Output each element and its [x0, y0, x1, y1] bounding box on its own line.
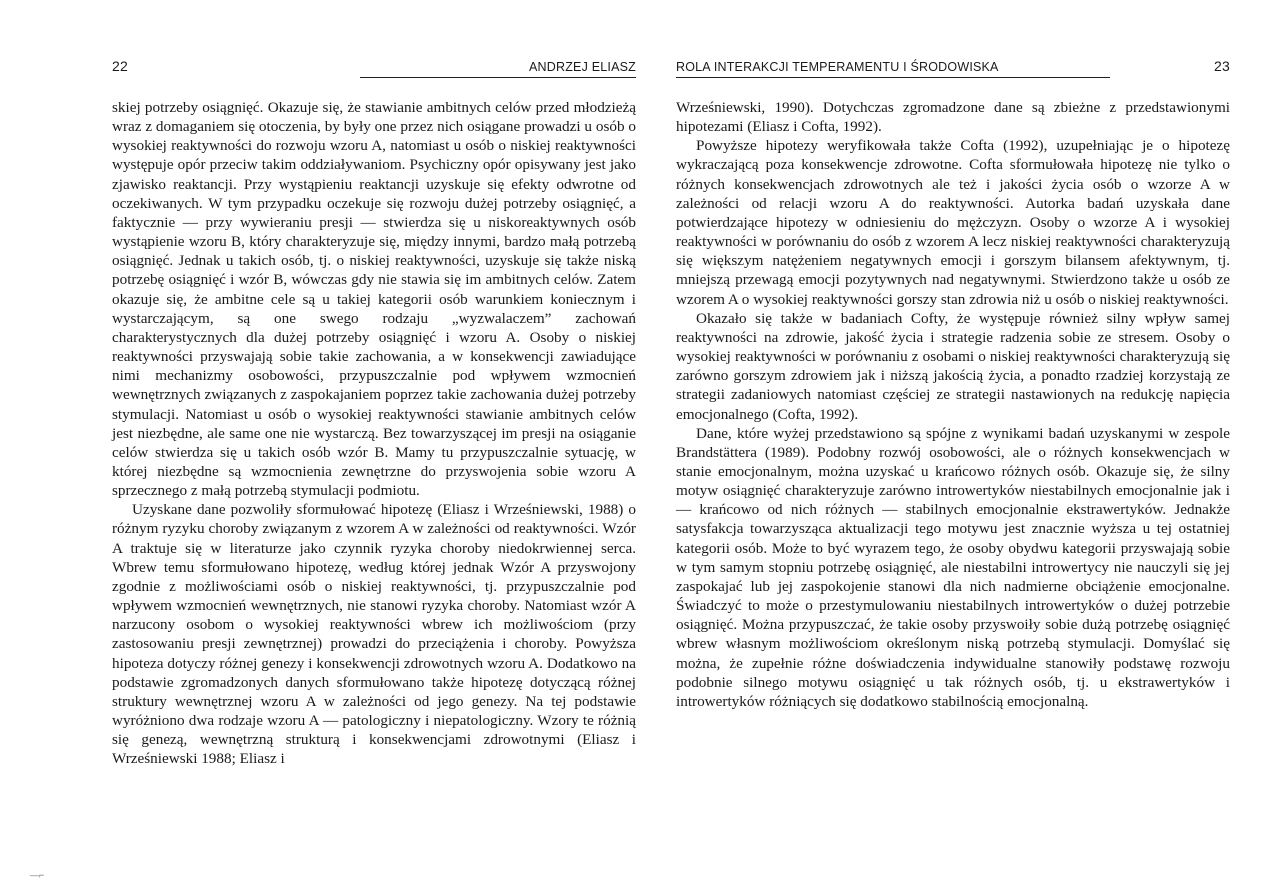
left-paragraph-2: Uzyskane dane pozwoliły sformułować hipotezę (Eliasz i Wrześniewski, 1988) o różnym ryzyku choroby związanym z wzorem A w zależności od reaktywności. Wzór A traktuje się w literaturze jako czynnik ryzyka choroby niedokrwiennej serca. Wbrew temu sformułowano hipotezę, według której jednak Wzór A przyswojony zgodnie z możliwościami osób o niskiej reaktywności, tj. przypuszczalnie pod wpływem wzmocnień wewnętrznych, nie stanowi ryzyka choroby. Natomiast wzór A narzucony osobom o wysokiej reaktywności wbrew ich możliwościom (przy zastosowaniu presji zewnętrznej) prowadzi do przeciążenia i choroby. Powyższa hipoteza dotyczy różnej genezy i konsekwencji zdrowotnych wzoru A. Dodatkowo na podstawie zgromadzonych danych sformułowano także hipotezę dotyczącą różnej struktury wewnętrznej wzoru A w zależności od jego genezy. Na tej podstawie wyróżniono dwa rodzaje wzoru A — patologiczny i niepatologiczny. Wzory te różnią się genezą, wewnętrzną strukturą i konsekwencjami zdrowotnymi (Eliasz i Wrześniewski 1988; Eliasz i — [112, 501, 636, 768]
right-running-title: ROLA INTERAKCJI TEMPERAMENTU I ŚRODOWISKA — [676, 60, 999, 74]
right-paragraph-1: Wrześniewski, 1990). Dotychczas zgromadzone dane są zbieżne z przedstawionymi hipotezami (Eliasz i Cofta, 1992). — [676, 99, 1230, 136]
right-paragraph-2: Powyższe hipotezy weryfikowała także Cofta (1992), uzupełniając je o hipotezę wykraczającą poza konsekwencje zdrowotne. Cofta sformułowała hipotezę nie tylko o różnych konsekwencjach zdrowotnych ale też i jakości życia osób o wzorze A w zależności od relacji wzoru A do reaktywności. Autorka badań uzyskała dane potwierdzające hipotezy w odniesieniu do mężczyzn. Osoby o wzorze A i wysokiej reaktywności w porównaniu do osób z wzorem A lecz niskiej reaktywności charakteryzują się większym natężeniem negatywnych emocji i gorszym bilansem afektywnym, tj. mniejszą przewagą emocji pozytywnych nad negatywnymi. Stwierdzono także u osób ze wzorem A o wysokiej reaktywności gorszy stan zdrowia niż u osób o niskiej reaktywności. — [676, 137, 1230, 308]
left-page-number: 22 — [112, 58, 128, 74]
left-header-rule — [360, 77, 636, 78]
left-paragraph-1: skiej potrzeby osiągnięć. Okazuje się, że stawianie ambitnych celów przed młodzieżą wraz z domaganiem się otoczenia, by były one przez nich osiągane prowadzi u osób o wysokiej reaktywności do rozwoju wzoru A, natomiast u osób o niskiej reaktywności występuje opór przeciw takim oddziaływaniom. Psychiczny opór opisywany jest jako zjawisko reaktancji. Przy wystąpieniu reaktancji uzyskuje się efekty odwrotne od oczekiwanych. W tym przypadku oczekuje się rozwoju dużej potrzeby osiągnięć, a faktycznie — przy wywieraniu presji — stwierdza się u niskoreaktywnych osób wystąpienie wzoru B, który charakteryzuje się, między innymi, bardzo małą potrzebą osiągnięć. Jednak u takich osób, tj. o niskiej reaktywności, uzyskuje się także niską potrzebę osiągnięć i wzór B, wówczas gdy nie stawia się im ambitnych celów. Zatem okazuje się, że ambitne cele są u takiej kategorii osób warunkiem koniecznym i wystarczającym, są one swego rodzaju „wyzwalaczem” zachowań charakterystycznych dla dużej potrzeby osiągnięć i wzoru A. Osoby o niskiej reaktywności przyswajają sobie takie zachowania, a w konsekwencji zawiadujące nimi mechanizmy osobowości, przypuszczalnie pod wpływem wzmocnień wewnętrznych związanych z zaspokajaniem poprzez takie zachowania dużej potrzeby stymulacji. Natomiast u osób o wysokiej reaktywności stawianie ambitnych celów jest niezbędne, ale same one nie wystarczą. Bez towarzyszącej im presji na osiąganie celów stwierdza się u takich osób wzór B. Mamy tu przypuszczalnie sytuację, w której niezbędne są wzmocnienia zewnętrzne do przyswojenia sobie wzoru A sprzecznego z małą potrzebą stymulacji podmiotu. — [112, 99, 636, 500]
right-page — [640, 0, 1262, 894]
left-running-title: ANDRZEJ ELIASZ — [529, 60, 636, 74]
right-page-number: 23 — [1214, 58, 1230, 74]
scan-artifact: —⌐ — [30, 870, 45, 880]
left-page-body — [112, 98, 636, 768]
right-paragraph-3: Okazało się także w badaniach Cofty, że występuje również silny wpływ samej reaktywności na zdrowie, jakość życia i strategie radzenia sobie ze stresem. Osoby o wysokiej reaktywności w porównaniu z osobami o niskiej reaktywności charakteryzują się zarówno gorszym zdrowiem jak i niższą jakością życia, a ponadto rzadziej korzystają ze strategii zadaniowych natomiast częściej ze strategii nastawionych na redukcję napięcia emocjonalnego (Cofta, 1992). — [676, 309, 1230, 423]
right-page-header — [676, 58, 1230, 80]
right-header-rule — [676, 77, 1110, 78]
right-paragraph-4: Dane, które wyżej przedstawiono są spójne z wynikami badań uzyskanymi w zespole Brandstättera (1989). Podobny rozwój osobowości, ale o różnych konsekwencjach w stanie emocjonalnym, można uzyskać u krańcowo różnych osób. Okazuje się, że silny motyw osiągnięć charakteryzuje zarówno introwertyków niestabilnych emocjonalnie jak i — krańcowo od nich różnych — stabilnych emocjonalnie ekstrawertyków. Jednakże satysfakcja towarzysząca aktualizacji tego motywu jest znacznie wyższa u tej ostatniej kategorii osób. Może to być wyrazem tego, że osoby obydwu kategorii przyswajają sobie w tym samym stopniu potrzebę osiągnięć, ale niestabilni introwertycy nie nauczyli się jej zaspokajać lub jej zaspokojenie stanowi dla nich nadmierne obciążenie emocjonalne. Świadczyć to może o przestymulowaniu niestabilnych introwertyków o dużej potrzebie osiągnięć. Można przypuszczać, że takie osoby przyswoiły sobie dużą potrzebę osiągnięć wbrew własnym możliwościom określonym niską potrzebą stymulacji. Domyślać się można, że zupełnie różne doświadczenia indywidualne stanowiły podstawę rozwoju podobnie silnego motywu osiągnięć u tak różnych osób, tj. u ekstrawertyków i introwertyków różniących się dodatkowo stabilnością emocjonalną. — [676, 424, 1230, 710]
right-page-body — [676, 98, 1230, 711]
left-page-header — [112, 58, 636, 80]
